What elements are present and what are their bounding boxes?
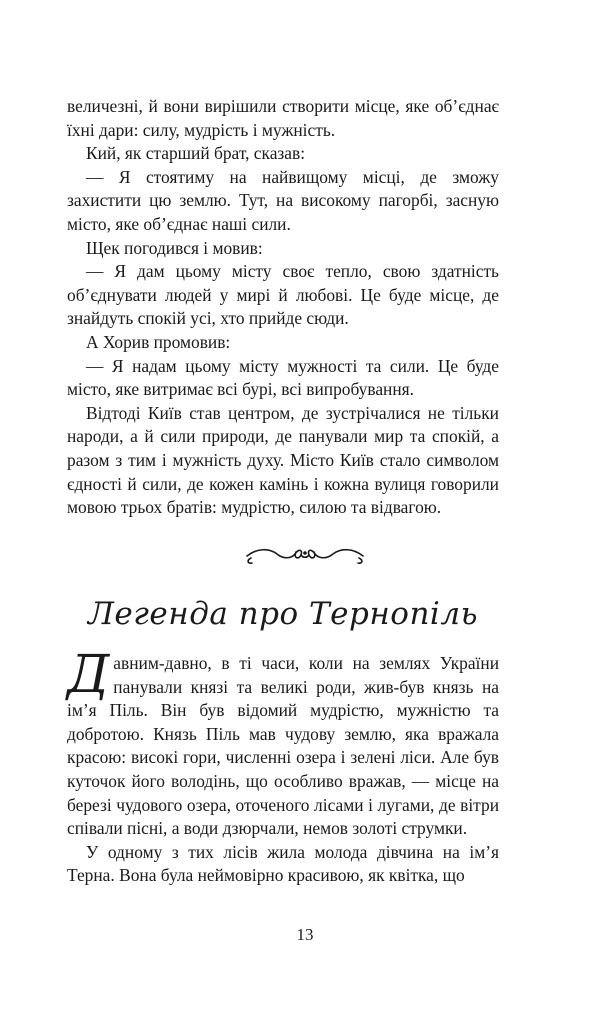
text-block-top <box>67 95 499 520</box>
drop-cap: Д <box>67 645 110 705</box>
paragraph: величезні, й вони вирішили створити місце, яке об’єднає їхні дари: силу, мудрість і мужність. <box>67 96 499 140</box>
paragraph-with-dropcap <box>67 645 499 841</box>
paragraph: А Хорив промовив: <box>86 331 231 352</box>
paragraph-text: авним-давно, в ті часи, коли на землях України панували князі та великі роди, жив-був князь на ім’я Піль. Він був відомий мудрістю, мужністю та добротою. Князь Піль мав чудову землю, яка вражала красою: високі гори, численні озера і зелені ліси. Але був куточок його володінь, що особливо вражав, — місце на березі чудового озера, оточеного лісами і лугами, де вітри співали пісні, а води дзюрчали, немов золоті струмки. <box>67 653 499 839</box>
text-block-bottom <box>67 645 499 888</box>
paragraph: — Я надам цьому місту мужності та сили. Це буде місто, яке витримає всі бурі, всі випробування. <box>67 355 499 400</box>
paragraph: Щек погодився і мовив: <box>86 237 263 258</box>
page-number: 13 <box>296 925 314 944</box>
flourish-divider-icon <box>243 540 367 568</box>
paragraph: У одному з тих лісів жила молода дівчина на ім’я Терна. Вона була неймовірно красивою, як квітка, що <box>67 841 499 886</box>
paragraph: — Я дам цьому місту своє тепло, свою здатність об’єднувати людей у мирі й любові. Це буде місце, де знайдуть спокій усі, хто прийде сюди. <box>67 261 499 329</box>
paragraph: — Я стоятиму на найвищому місці, де зможу захистити цю землю. Тут, на високому пагорбі, засную місто, яке об’єднає наші сили. <box>67 166 499 234</box>
paragraph: Відтоді Київ став центром, де зустрічалися не тільки народи, а й сили природи, де панували мир та спокій, а разом з тим і мужність духу. Місто Київ стало символом єдності й сили, де кожен камінь і кожна вулиця говорили мовою трьох братів: мудрістю, силою та відвагою. <box>67 402 499 518</box>
section-heading: Легенда про Тернопіль <box>88 596 478 632</box>
paragraph: Кий, як старший брат, сказав: <box>86 143 306 164</box>
